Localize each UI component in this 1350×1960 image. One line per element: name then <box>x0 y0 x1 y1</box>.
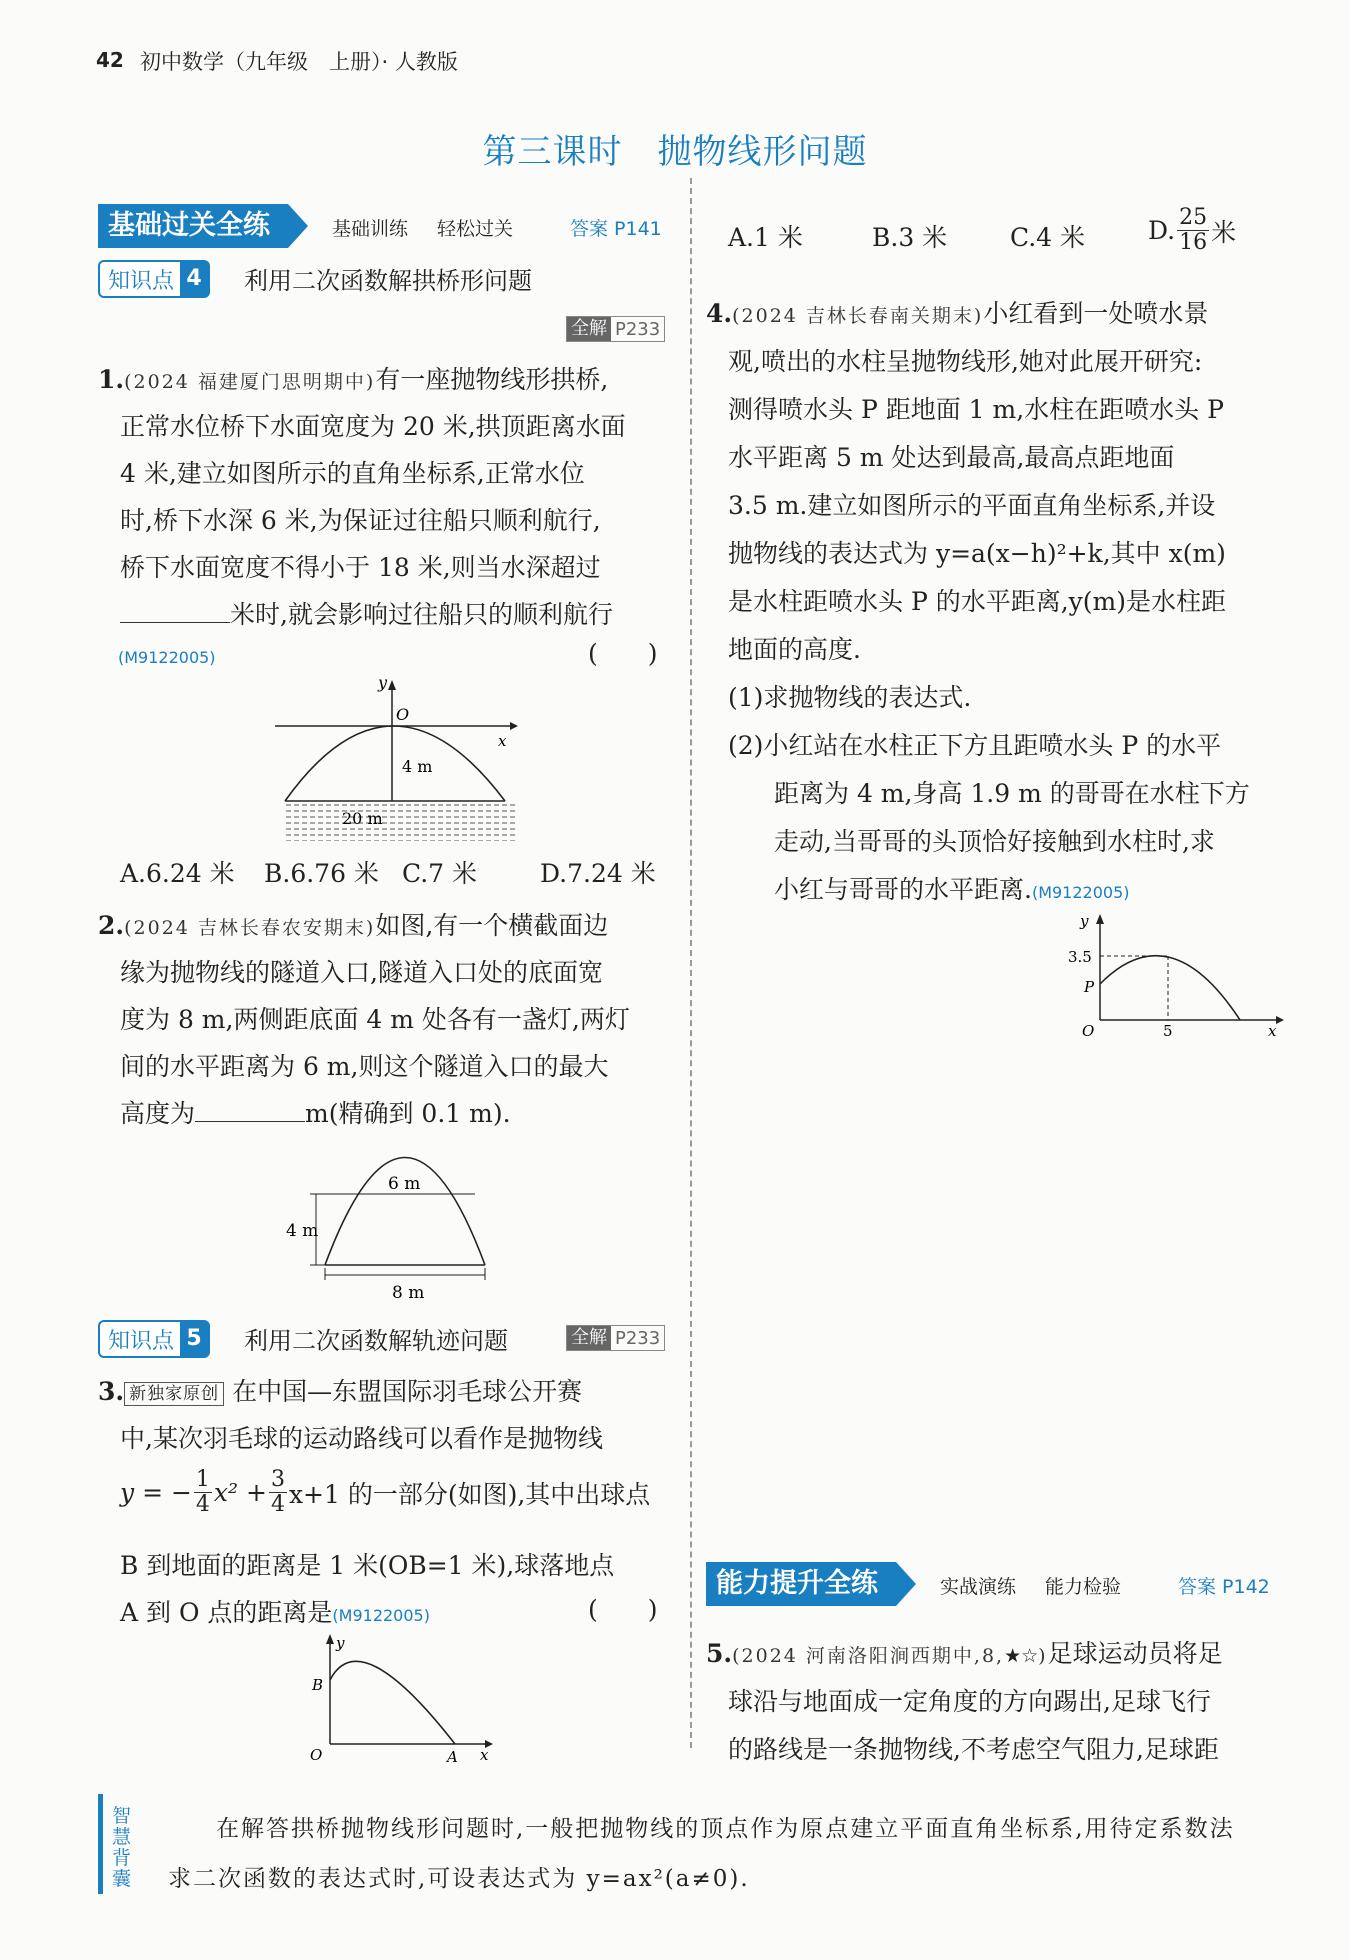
q4-sub2-line-1: 距离为 4 m,身高 1.9 m 的哥哥在水柱下方 <box>774 779 1250 808</box>
q4-source: (2024 吉林长春南关期末) <box>732 305 984 327</box>
q4-y-arrow-icon <box>1096 914 1104 924</box>
q1-number: 1. <box>98 365 125 394</box>
q2-last-prefix: 高度为 <box>120 1099 196 1128</box>
q1-line-2: 4 米,建立如图所示的直角坐标系,正常水位 <box>120 459 585 488</box>
q1-line-0: 有一座抛物线形拱桥, <box>375 365 609 394</box>
q4-sub-question-1: (1)求抛物线的表达式. <box>728 683 972 712</box>
q3-number: 3. <box>98 1377 125 1406</box>
q1-bridge-figure <box>270 676 520 846</box>
column-divider <box>690 178 692 1748</box>
q4-sub2-line-3: 小红与哥哥的水平距离. <box>774 875 1032 904</box>
q3-eq-mid: x² + <box>213 1478 267 1507</box>
q2-last-line <box>120 1094 511 1130</box>
kp5-word: 知识点 <box>108 1328 175 1354</box>
q5-source: (2024 河南洛阳涧西期中,8, <box>732 1645 1005 1667</box>
kp4-word: 知识点 <box>108 268 175 294</box>
q3-line-4: B 到地面的距离是 1 米(OB=1 米),球落地点 <box>120 1551 615 1580</box>
q1-y-arrow-icon <box>388 680 396 690</box>
q3-fraction-1 <box>194 1468 212 1517</box>
kp4-title: 利用二次函数解拱桥形问题 <box>244 267 532 295</box>
q1-line-4: 桥下水面宽度不得小于 18 米,则当水深超过 <box>120 553 601 582</box>
q3-option-d-prefix: D. <box>1148 216 1176 245</box>
kp5-full-solution-label: 全解 <box>567 1326 611 1350</box>
q4-peak-height-label: 3.5 <box>1068 948 1092 966</box>
q4-line-3: 水平距离 5 m 处达到最高,最高点距地面 <box>728 443 1175 472</box>
q4-sub2-line-0: (2)小红站在水柱正下方且距喷水头 P 的水平 <box>728 731 1222 760</box>
q5-difficulty-stars-icon: ★☆ <box>1004 1645 1039 1667</box>
q4-line-5: 抛物线的表达式为 y=a(x−h)²+k,其中 x(m) <box>728 539 1226 568</box>
q2-tunnel-figure <box>280 1130 520 1305</box>
tip-label: 智慧背囊 <box>112 1805 132 1890</box>
q3-option-d-num: 25 <box>1179 205 1208 230</box>
q1-option-b[interactable]: B.6.76 米 <box>264 859 379 888</box>
q3-fraction-2 <box>269 1468 287 1517</box>
q1-line-3: 时,桥下水深 6 米,为保证过往船只顺利航行, <box>120 506 601 535</box>
q1-first-line <box>98 360 608 396</box>
lesson-title: 第三课时 抛物线形问题 <box>482 132 868 172</box>
q1-source: (2024 福建厦门思明期中) <box>124 371 376 393</box>
q1-last-line-text: 米时,就会影响过往船只的顺利航行 <box>230 600 613 629</box>
q3-first-line <box>98 1372 582 1408</box>
advanced-subtitle-1: 实战演练 <box>940 1576 1017 1598</box>
q1-answer-blank[interactable] <box>120 600 230 623</box>
q5-line-1: 球沿与地面成一定角度的方向踢出,足球飞行 <box>728 1687 1211 1716</box>
q2-first-line <box>98 906 608 942</box>
q4-number: 4. <box>706 299 733 328</box>
q2-last-suffix: m(精确到 0.1 m). <box>305 1099 511 1128</box>
q2-lamp-height-label: 4 m <box>286 1221 319 1241</box>
knowledge-point-4-tag <box>98 260 210 298</box>
q3-option-d-fraction <box>1177 206 1209 255</box>
q1-arch-curve <box>285 726 505 801</box>
q4-x-label: x <box>1268 1022 1277 1040</box>
q3-y-label: y <box>336 1634 345 1652</box>
advanced-section-banner: 能力提升全练 <box>706 1562 896 1606</box>
q3-option-c[interactable]: C.4 米 <box>1010 223 1086 252</box>
kp4-full-solution-ref <box>566 316 665 342</box>
q1-width-label: 20 m <box>342 809 383 828</box>
q1-x-label: x <box>498 732 507 750</box>
q4-sub2-line-3-row <box>774 870 1130 906</box>
q4-peak-x-label: 5 <box>1163 1022 1173 1040</box>
advanced-answer-ref: 答案 P142 <box>1178 1576 1270 1598</box>
kp5-full-solution-ref <box>566 1325 665 1351</box>
q3-option-b[interactable]: B.3 米 <box>872 223 948 252</box>
q3-eq-y: y = − <box>120 1478 192 1507</box>
q1-code: (M9122005) <box>118 648 216 667</box>
q3-trajectory-figure <box>300 1632 500 1762</box>
q3-f1-den: 4 <box>195 1492 210 1517</box>
q3-line-2: 中,某次羽毛球的运动路线可以看作是抛物线 <box>120 1424 603 1453</box>
q3-origin-label: O <box>310 1746 323 1762</box>
q4-x-arrow-icon <box>1276 1016 1284 1024</box>
kp5-title: 利用二次函数解轨迹问题 <box>244 1327 508 1355</box>
q1-origin-label: O <box>396 705 410 724</box>
book-title: 初中数学（九年级 上册）· 人教版 <box>140 50 458 74</box>
q4-line-2: 测得喷水头 P 距地面 1 m,水柱在距喷水头 P <box>728 395 1224 424</box>
q3-option-d-den: 16 <box>1179 230 1208 255</box>
tip-line-1: 在解答拱桥抛物线形问题时,一般把抛物线的顶点作为原点建立平面直角坐标系,用待定系数法 <box>216 1816 1235 1842</box>
q5-line-2: 的路线是一条抛物线,不考虑空气阻力,足球距 <box>728 1735 1219 1764</box>
q4-line-0: 小红看到一处喷水景 <box>983 299 1209 328</box>
basic-subtitle-1: 基础训练 <box>332 218 409 240</box>
q3-line-5-row <box>120 1593 430 1629</box>
q3-line-1: 在中国—东盟国际羽毛球公开赛 <box>232 1377 583 1406</box>
q1-option-d[interactable]: D.7.24 米 <box>540 859 656 888</box>
q3-option-a[interactable]: A.1 米 <box>728 223 803 252</box>
q4-point-p-label: P <box>1084 978 1095 996</box>
q4-line-6: 是水柱距喷水头 P 的水平距离,y(m)是水柱距 <box>728 587 1226 616</box>
q1-water-region <box>285 801 515 841</box>
kp4-full-solution-page: P233 <box>615 318 661 340</box>
q5-line-0: 足球运动员将足 <box>1047 1639 1223 1668</box>
q2-source: (2024 吉林长春农安期末) <box>124 917 376 939</box>
q4-fountain-figure <box>1060 912 1290 1042</box>
kp4-number: 4 <box>180 262 208 296</box>
q3-original-badge: 新独家原创 <box>124 1382 224 1406</box>
q2-base-width-label: 8 m <box>392 1283 425 1303</box>
q4-line-1: 观,喷出的水柱呈抛物线形,她对此展开研究: <box>728 347 1203 376</box>
q2-line-1: 缘为抛物线的隧道入口,隧道入口处的底面宽 <box>120 958 603 987</box>
q4-sub2-line-2: 走动,当哥哥的头顶恰好接触到水柱时,求 <box>774 827 1215 856</box>
kp5-number: 5 <box>180 1322 208 1356</box>
q3-point-a-label: A <box>447 1748 458 1762</box>
kp5-full-solution-page: P233 <box>615 1327 661 1349</box>
tip-line-2: 求二次函数的表达式时,可设表达式为 y=ax²(a≠0). <box>168 1866 750 1892</box>
q3-trajectory-curve <box>330 1661 455 1744</box>
q4-origin-label: O <box>1082 1022 1095 1040</box>
q2-line-0: 如图,有一个横截面边 <box>375 911 609 940</box>
q3-eq-tail: x+1 的一部分(如图),其中出球点 <box>288 1479 651 1509</box>
q3-option-d[interactable] <box>1148 206 1236 255</box>
q1-answer-paren: ( ) <box>588 639 658 668</box>
q3-equation-line <box>120 1468 650 1517</box>
q2-number: 2. <box>98 911 125 940</box>
basic-section-banner: 基础过关全练 <box>98 204 288 248</box>
q1-height-label: 4 m <box>402 757 433 776</box>
q3-x-label: x <box>480 1746 489 1762</box>
q2-line-2: 度为 8 m,两侧距底面 4 m 处各有一盏灯,两灯 <box>120 1005 630 1034</box>
q3-f1-num: 1 <box>195 1467 210 1492</box>
q3-point-b-label: B <box>312 1676 324 1694</box>
q3-option-d-suffix: 米 <box>1211 217 1237 247</box>
q1-option-a[interactable]: A.6.24 米 <box>120 859 235 888</box>
basic-subtitle-2: 轻松过关 <box>437 218 514 240</box>
q3-f2-num: 3 <box>270 1467 285 1492</box>
knowledge-point-5-tag <box>98 1320 210 1358</box>
tip-accent-bar <box>98 1794 103 1894</box>
q4-line-7: 地面的高度. <box>728 635 861 664</box>
q1-y-label: y <box>378 676 388 692</box>
q4-code: (M9122005) <box>1031 883 1130 902</box>
basic-answer-ref: 答案 P141 <box>570 218 662 240</box>
q3-line-5: A 到 O 点的距离是 <box>120 1598 333 1627</box>
q5-source-end: ) <box>1038 1645 1048 1667</box>
q5-first-line <box>706 1634 1223 1670</box>
kp4-full-solution-label: 全解 <box>567 317 611 341</box>
q5-number: 5. <box>706 1639 733 1668</box>
q4-y-label: y <box>1080 912 1089 930</box>
q1-option-c[interactable]: C.7 米 <box>402 859 478 888</box>
q1-x-arrow-icon <box>510 722 518 730</box>
page-number: 42 <box>96 48 124 72</box>
q4-line-4: 3.5 m.建立如图所示的平面直角坐标系,并设 <box>728 491 1216 520</box>
q2-answer-blank[interactable] <box>195 1099 305 1122</box>
advanced-subtitle-2: 能力检验 <box>1045 1576 1122 1598</box>
q3-f2-den: 4 <box>270 1492 285 1517</box>
q1-last-line <box>120 595 613 631</box>
q4-first-line <box>706 294 1208 330</box>
q2-line-3: 间的水平距离为 6 m,则这个隧道入口的最大 <box>120 1052 609 1081</box>
q3-answer-paren: ( ) <box>588 1595 658 1624</box>
q1-line-1: 正常水位桥下水面宽度为 20 米,拱顶距离水面 <box>120 412 626 441</box>
q3-y-arrow-icon <box>326 1634 334 1644</box>
q3-code: (M9122005) <box>332 1606 430 1625</box>
q4-water-curve <box>1100 956 1240 1020</box>
q2-lamp-distance-label: 6 m <box>388 1174 421 1194</box>
